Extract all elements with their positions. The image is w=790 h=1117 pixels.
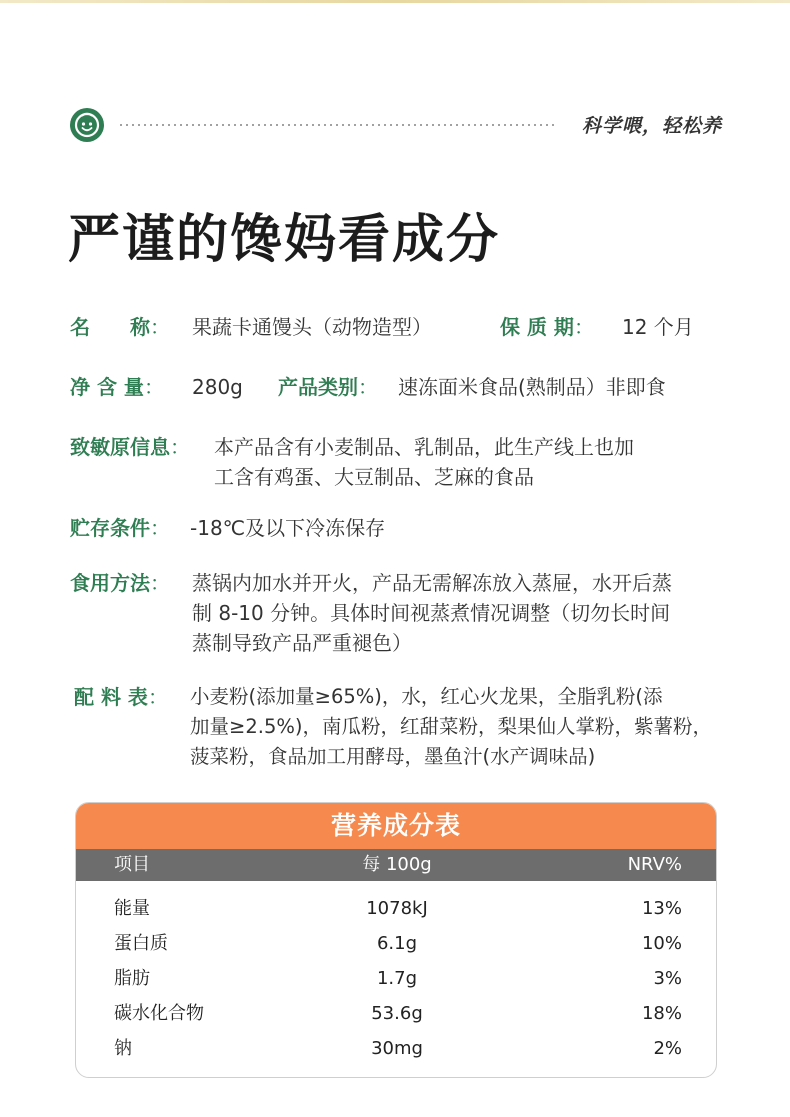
usage-label: 食用方法： bbox=[70, 571, 170, 595]
nutrient-nrv: 3% bbox=[653, 968, 682, 989]
usage-line: 制 8-10 分钟。具体时间视蒸煮情况调整（切勿长时间 bbox=[192, 601, 671, 625]
allergen-line: 工含有鸡蛋、大豆制品、芝麻的食品 bbox=[214, 465, 534, 489]
table-row bbox=[76, 926, 716, 961]
header-nrv: NRV% bbox=[627, 854, 682, 875]
nutrition-table-header bbox=[76, 849, 716, 881]
shelf-life-label: 保 质 期： bbox=[500, 315, 594, 339]
nutrition-table-title: 营养成分表 bbox=[76, 803, 716, 849]
nutrient-name: 碳水化合物 bbox=[114, 1003, 204, 1024]
nutrient-amount: 1.7g bbox=[376, 968, 418, 989]
table-row bbox=[76, 1031, 716, 1066]
nutrient-amount: 30mg bbox=[371, 1038, 423, 1059]
nutrient-amount: 1078kJ bbox=[366, 898, 428, 919]
nutrient-name: 能量 bbox=[114, 898, 150, 919]
usage-value bbox=[192, 568, 672, 658]
shelf-life-value: 12 个月 bbox=[622, 315, 694, 339]
name-label: 名 称： bbox=[70, 315, 170, 339]
nutrient-name: 蛋白质 bbox=[114, 933, 168, 954]
net-content-value: 280g bbox=[192, 375, 243, 399]
nutrient-nrv: 10% bbox=[641, 933, 682, 954]
ingredients-label: 配 料 表： bbox=[74, 685, 168, 709]
table-row bbox=[76, 891, 716, 926]
slogan: 科学喂，轻松养 bbox=[581, 115, 722, 137]
nutrient-nrv: 18% bbox=[641, 1003, 682, 1024]
table-row bbox=[76, 961, 716, 996]
header-per-100g: 每 100g bbox=[362, 854, 432, 875]
nutrition-table bbox=[75, 802, 717, 1078]
nutrient-amount: 53.6g bbox=[371, 1003, 423, 1024]
nutrient-name: 钠 bbox=[114, 1038, 132, 1059]
top-decor-strip bbox=[0, 0, 790, 3]
usage-line: 蒸锅内加水并开火，产品无需解冻放入蒸屉，水开后蒸 bbox=[192, 571, 672, 595]
net-content-label: 净 含 量： bbox=[70, 375, 164, 399]
smiley-leaf-icon bbox=[70, 108, 104, 142]
table-row bbox=[76, 996, 716, 1031]
nutrient-nrv: 13% bbox=[641, 898, 682, 919]
usage-line: 蒸制导致产品严重褪色） bbox=[192, 631, 412, 655]
category-value: 速冻面米食品(熟制品）非即食 bbox=[398, 375, 666, 399]
allergen-line: 本产品含有小麦制品、乳制品，此生产线上也加 bbox=[214, 435, 634, 459]
storage-value: -18℃及以下冷冻保存 bbox=[190, 516, 386, 540]
nutrient-nrv: 2% bbox=[653, 1038, 682, 1059]
dotted-divider bbox=[118, 124, 558, 126]
header-item: 项目 bbox=[114, 854, 150, 875]
category-label: 产品类别： bbox=[278, 375, 378, 399]
ingredients-line: 加量≥2.5%)，南瓜粉，红甜菜粉，梨果仙人掌粉，紫薯粉， bbox=[190, 715, 712, 738]
name-value: 果蔬卡通馒头（动物造型） bbox=[192, 315, 432, 339]
page-title: 严谨的馋妈看成分 bbox=[68, 210, 501, 270]
ingredients-line: 菠菜粉，食品加工用酵母，墨鱼汁(水产调味品) bbox=[190, 745, 596, 768]
nutrient-amount: 6.1g bbox=[376, 933, 418, 954]
storage-label: 贮存条件： bbox=[70, 516, 170, 540]
nutrient-name: 脂肪 bbox=[114, 968, 150, 989]
allergen-value bbox=[214, 432, 634, 492]
allergen-label: 致敏原信息： bbox=[70, 435, 190, 459]
ingredients-value bbox=[190, 682, 712, 772]
header-row bbox=[70, 108, 730, 142]
ingredients-line: 小麦粉(添加量≥65%)，水，红心火龙果，全脂乳粉(添 bbox=[190, 685, 663, 708]
